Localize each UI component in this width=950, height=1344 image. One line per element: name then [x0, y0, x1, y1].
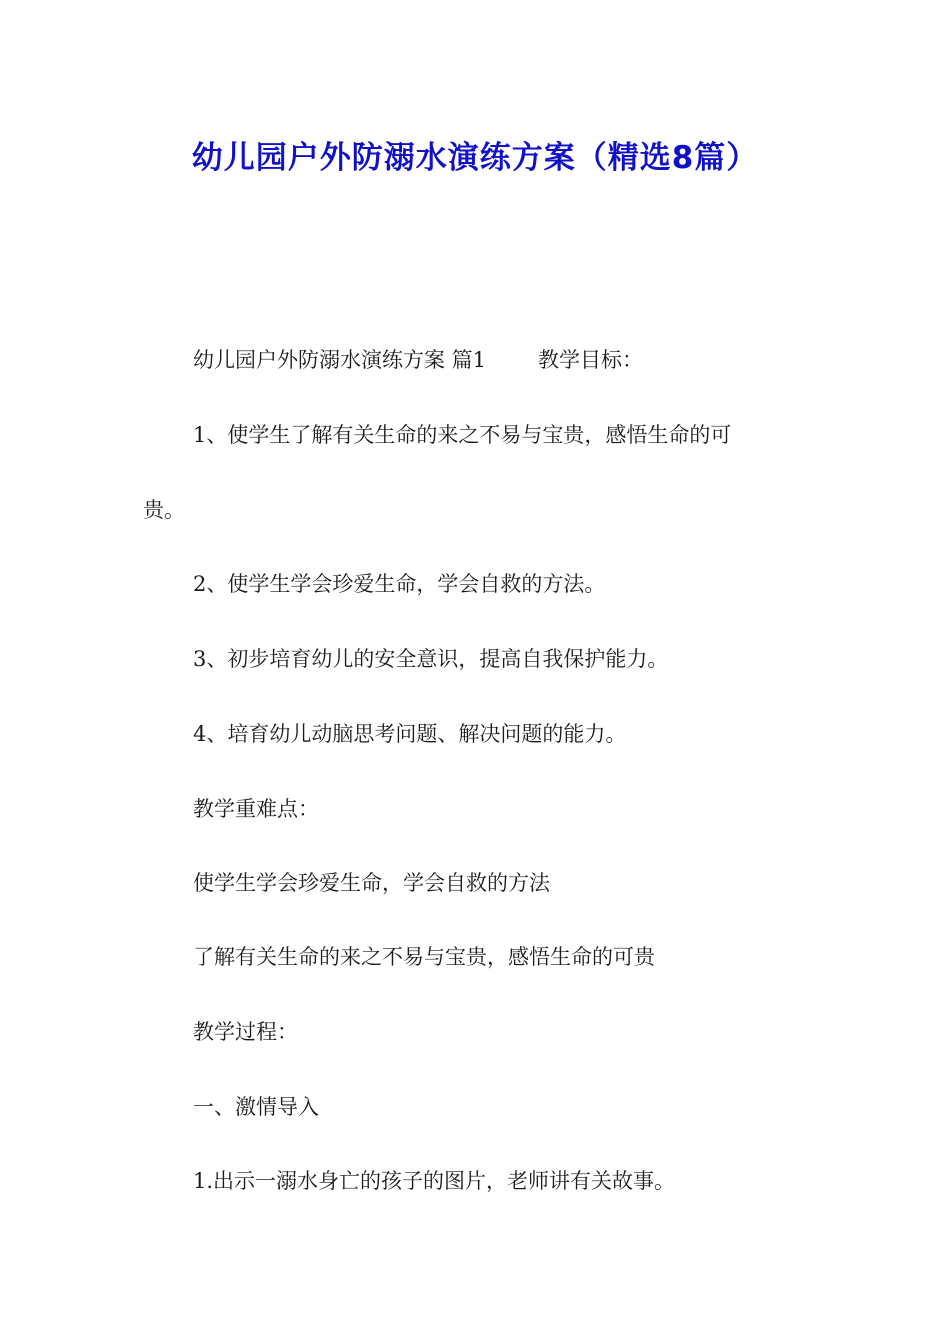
paragraph-step-1: 1.出示一溺水身亡的孩子的图片，老师讲有关故事。	[193, 1169, 676, 1193]
paragraph-key-point-2: 了解有关生命的来之不易与宝贵，感悟生命的可贵	[193, 945, 655, 969]
section-heading-line	[193, 345, 643, 375]
paragraph-goal-3: 3、初步培育幼儿的安全意识，提高自我保护能力。	[193, 647, 669, 671]
document-title: 幼儿园户外防溺水演练方案（精选8篇）	[191, 140, 759, 176]
paragraph-goal-1-continued: 贵。	[143, 498, 185, 522]
paragraph-goal-2: 2、使学生学会珍爱生命，学会自救的方法。	[193, 572, 606, 596]
paragraph-goal-4: 4、培育幼儿动脑思考问题、解决问题的能力。	[193, 722, 627, 746]
paragraph-key-point-1: 使学生学会珍爱生命，学会自救的方法	[193, 871, 550, 895]
section-heading: 幼儿园户外防溺水演练方案 篇1	[193, 348, 487, 372]
goals-label: 教学目标：	[538, 348, 644, 372]
paragraph-key-points-label: 教学重难点：	[193, 797, 319, 821]
paragraph-process-label: 教学过程：	[193, 1020, 298, 1044]
paragraph-step-heading: 一、激情导入	[193, 1095, 319, 1119]
paragraph-goal-1: 1、使学生了解有关生命的来之不易与宝贵，感悟生命的可	[193, 423, 732, 447]
